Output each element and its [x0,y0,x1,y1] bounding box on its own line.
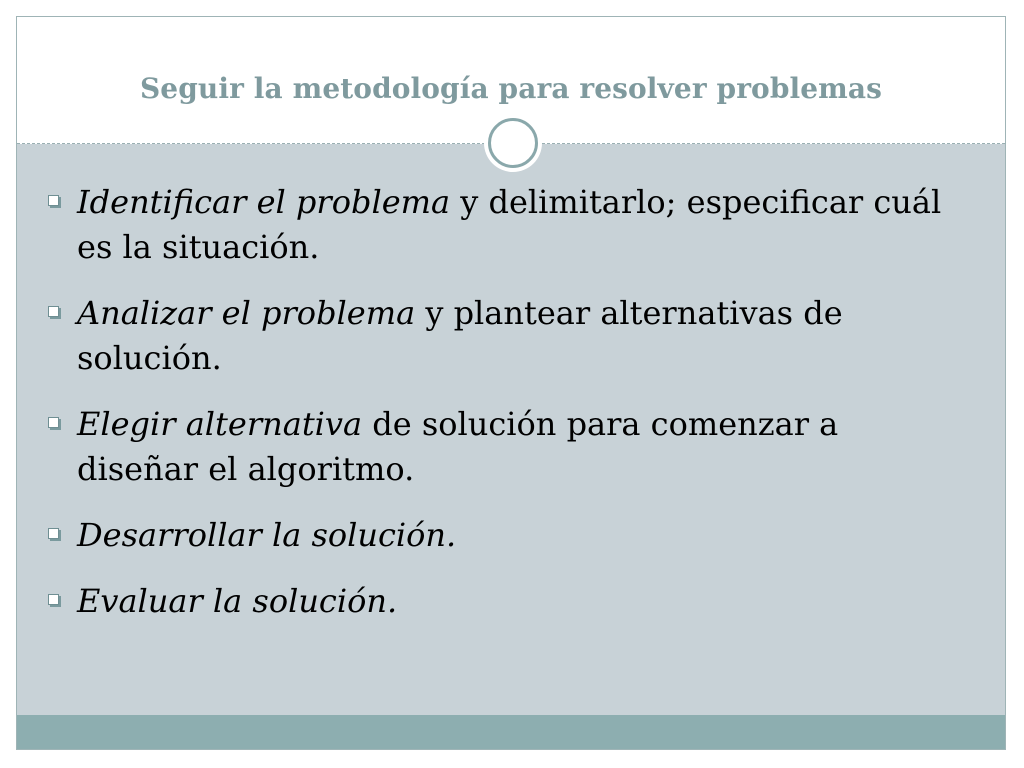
bullet-item-elegir [45,402,945,492]
bullet-text: y delimitarlo; especificar cuál es la situación. [77,183,942,266]
footer-bar [17,715,1005,749]
bullet-italic-text: Elegir alternativa [77,405,363,443]
checkbox-square-icon [48,594,59,605]
circle-ring-icon [488,118,538,168]
bullet-italic-text: Desarrollar la solución. [77,516,457,554]
bullet-item-desarrollar [45,513,945,558]
slide-title: Seguir la metodología para resolver problemas [139,72,882,105]
bullet-text: de solución para comenzar a diseñar el algoritmo. [77,405,839,488]
bullet-item-evaluar [45,579,945,624]
checkbox-square-icon [48,417,59,428]
bullet-item-identificar [45,180,945,270]
slide [16,16,1006,750]
bullet-list [45,180,945,645]
bullet-italic-text: Evaluar la solución. [77,582,398,620]
bullet-item-analizar [45,291,945,381]
checkbox-square-icon [48,528,59,539]
checkbox-square-icon [48,195,59,206]
checkbox-square-icon [48,306,59,317]
bullet-text: y plantear alternativas de solución. [77,294,843,377]
bullet-italic-text: Analizar el problema [77,294,416,332]
bullet-italic-text: Identificar el problema [77,183,451,221]
